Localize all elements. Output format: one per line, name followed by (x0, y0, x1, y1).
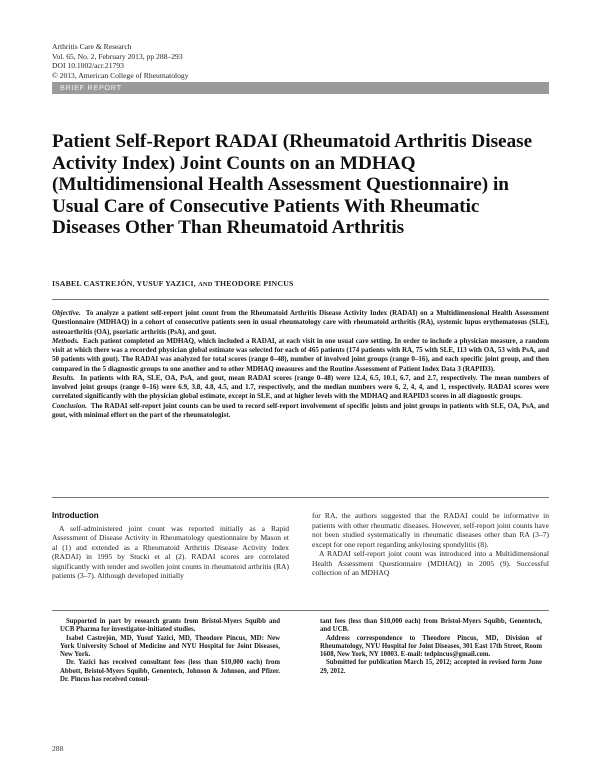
body-column-left (52, 511, 289, 581)
results-label: Results. (52, 373, 75, 382)
journal-header (52, 42, 352, 80)
abstract-conclusion (52, 402, 549, 421)
objective-label: Objective. (52, 309, 81, 317)
footnote-disclosures-continued: tant fees (less than $10,000 each) from Bristol-Myers Squibb, Genentech, and UCB. (320, 618, 542, 634)
intro-paragraph-continued: for RA, the authors suggested that the RADAI could be informative in patients with other rheumatic diseases. However, self-report joint counts have not been studied systematically in rheumatic diseases other than RA (3–7) except for one report regarding ankylosing spondylitis (8). (312, 511, 549, 549)
footnote-rule (52, 610, 549, 611)
intro-heading: Introduction (52, 511, 99, 520)
footnotes-right (320, 618, 542, 676)
footnote-correspondence: Address correspondence to Theodore Pincus, MD, Division of Rheumatology, NYU Hospital for Joint Diseases, 301 East 17th Street, Room 1608, New York, NY 10003. E-mail: tedpincus@gmail.com. (320, 634, 542, 659)
author-last: THEODORE PINCUS (214, 279, 294, 288)
abstract-bottom-rule (52, 497, 549, 498)
footnotes-left (60, 618, 280, 684)
intro-paragraph: A self-administered joint count was reported initially as a Rapid Assessment of Disease Activity in Rheumatology questionnaire by Mason et al (1) and extended as a Rheumatoid Arthritis Disease Activity Index (RADAI) in 1995 by Stucki et al (2). RADAI scores are correlated significantly with tender and swollen joint counts in rheumatoid arthritis (RA) patients (3–7). Although developed initially (52, 523, 289, 580)
journal-doi: DOI 10.1002/acr.21793 (52, 61, 124, 71)
footnote-affiliations: Isabel Castrejón, MD, Yusuf Yazici, MD, Theodore Pincus, MD: New York University School of Medicine and NYU Hospital for Joint Diseases, New York. (60, 634, 280, 659)
abstract-methods (52, 337, 549, 374)
objective-text: To analyze a patient self-report joint count from the Rheumatoid Arthritis Disease Activity Index (RADAI) on a Multidimensional Health Assessment Questionnaire (MDHAQ) in a cohort of consecutive patients seen in usual rheumatology care with rheumatoid arthritis (RA), systemic lupus erythematosus (SLE), osteoarthritis (OA), psoriatic arthritis (PsA), and gout. (52, 309, 549, 336)
author-conjunction: AND (198, 281, 213, 288)
methods-label: Methods. (52, 336, 79, 345)
methods-text: Each patient completed an MDHAQ, which included a RADAI, at each visit in one usual care setting. In order to include a physician measure, a random visit at which there was a recorded physician global estimate was selected for each of 465 patients (174 patients with RA, 75 with SLE, 113 with OA, 53 with PsA, and 50 patients with gout). The RADAI was analyzed for total scores (range 0–48), number of involved joint groups (range 0–16), and each specific joint group, and then compared in the 5 diagnostic groups to one another and to other MDHAQ measures and the Routine Assessment of Patient Index Data 3 (RAPID3). (52, 336, 549, 373)
journal-volume: Vol. 65, No. 2, February 2013, pp 288–293 (52, 51, 183, 61)
body-column-right (312, 511, 549, 578)
article-title: Patient Self-Report RADAI (Rheumatoid Arthritis Disease Activity Index) Joint Counts on an MDHAQ (Multidimensional Health Assessment Questionnaire) in Usual Care of Consecutive Patients With Rheumatic Diseases Other Than Rheumatoid Arthritis (52, 131, 533, 239)
section-label: BRIEF REPORT (60, 83, 122, 92)
results-text: In patients with RA, SLE, OA, PsA, and gout, mean RADAI scores (range 0–48) were 12.4, 6.5, 10.1, 6.7, and 2.7, respectively. The mean numbers of involved joint groups (range 0–16) were 6.9, 3.8, 4.8, 4.5, and 1.7, respectively, and the median numbers were 6, 2, 4, 4, and 1, respectively. RADAI scores were correlated significantly with the physician global estimate, except in SLE, and at higher levels with the MDHAQ and RAPID3 scores in all diagnostic groups. (52, 373, 549, 401)
footnote-submission: Submitted for publication March 15, 2012; accepted in revised form June 29, 2012. (320, 659, 542, 675)
author-line (52, 279, 552, 288)
author-names: ISABEL CASTREJÓN, YUSUF YAZICI, (52, 279, 196, 288)
footnote-disclosures: Dr. Yazici has received consultant fees (less than $10,000 each) from Abbott, Bristol-Myers Squibb, Genentech, Johnson & Johnson, and Pfizer. Dr. Pincus has received consul- (60, 659, 280, 684)
conclusion-text: The RADAI self-report joint counts can be used to record self-report involvement of specific joints and joint groups in patients with SLE, OA, PsA, and gout, with minimal effort on the part of the rheumatologist. (52, 401, 549, 419)
abstract-objective (52, 309, 549, 337)
section-bar (52, 82, 549, 94)
conclusion-label: Conclusion. (52, 401, 88, 410)
journal-copyright: © 2013, American College of Rheumatology (52, 70, 189, 80)
abstract-top-rule (52, 299, 549, 300)
abstract-results (52, 374, 549, 402)
abstract (52, 309, 549, 420)
footnote-funding: Supported in part by research grants from Bristol-Myers Squibb and UCB Pharma for investigator-initiated studies. (60, 618, 280, 634)
intro-paragraph-2: A RADAI self-report joint count was introduced into a Multidimensional Health Assessment Questionnaire (MDHAQ) in 2005 (9). Successful collection of an MDHAQ (312, 549, 549, 577)
page-number: 288 (52, 744, 64, 753)
journal-name: Arthritis Care & Research (52, 42, 132, 51)
